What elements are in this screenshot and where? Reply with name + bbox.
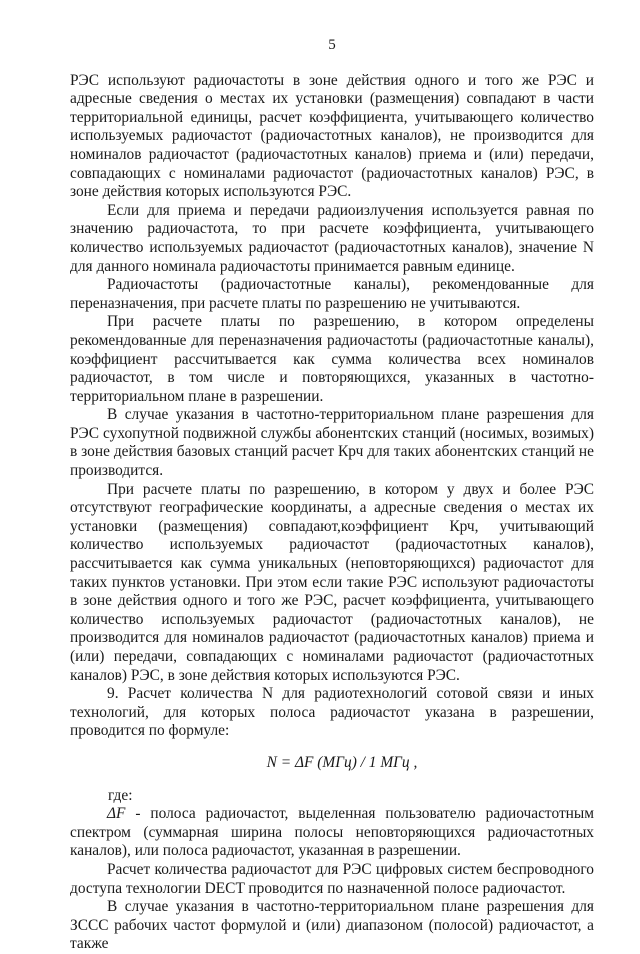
paragraph-equal-frequency: Если для приема и передачи радиоизлучения используется равная по значению радиочастота, то при расчете коэффициента, учитывающего количество используемых радиочастот (радиочастотных каналов), значение N для данного номинала радиочастоты принимается равным единице. [70, 201, 594, 275]
paragraph-subscriber-stations: В случае указания в частотно-территориальном плане разрешения для РЭС сухопутной подвижной службы абонентских станций (носимых, возимых) в зоне действия базовых станций расчет Крч для таких абонентских станций не производится. [70, 406, 594, 480]
paragraph-reassignment: Радиочастоты (радиочастотные каналы), рекомендованные для переназначения, при расчете платы по разрешению не учитываются. [70, 276, 594, 312]
delta-symbol: ΔF [107, 805, 126, 823]
paragraph-no-coordinates: При расчете платы по разрешению, в котором у двух и более РЭС отсутствуют географические координаты, а адресные сведения о местах их установки (размещения) совпадают,коэффициент Крч, учитывающий количество используемых радиочастот (радиочастотных каналов), рассчитывается как сумма уникальных (неповторяющихся) радиочастот для таких пунктов установки. При этом если такие РЭС используют радиочастоты в зоне действия одного и того же РЭС, расчет коэффициента, учитывающего количество используемых радиочастот (радиочастотных каналов), не производится для номиналов радиочастот (радиочастотных каналов) приема и (или) передачи, совпадающих с номиналами радиочастот (радиочастотных каналов) РЭС, в зоне действия которых используются РЭС. [70, 480, 594, 684]
paragraph-zsss: В случае указания в частотно-территориальном плане разрешения для ЗССС рабочих частот формулой и (или) диапазоном (полосой) радиочастот, а также [70, 898, 594, 953]
delta-definition [70, 805, 594, 861]
paragraph-item-9: 9. Расчет количества N для радиотехнологий сотовой связи и иных технологий, для которых полоса радиочастот указана в разрешении, проводится по формуле: [70, 685, 594, 740]
where-label: где: [108, 786, 133, 804]
paragraph-continuation: РЭС используют радиочастоты в зоне действия одного и того же РЭС и адресные сведения о местах их установки (размещения) совпадают в части территориальной единицы, расчет коэффициента, учитывающего количество используемых радиочастот (радиочастотных каналов), не производится для номиналов радиочастот (радиочастотных каналов) приема и (или) передачи, совпадающих с номиналами радиочастот (радиочастотных каналов) РЭС, в зоне действия которых используются РЭС. [70, 71, 594, 201]
delta-definition-text: - полоса радиочастот, выделенная пользователю радиочастотным спектром (суммарная ширина полосы неповторяющихся радиочастотных каналов), или полоса радиочастот, указанная в разрешении. [70, 805, 594, 860]
paragraph-dect: Расчет количества радиочастот для РЭС цифровых систем беспроводного доступа технологии DECT проводится по назначенной полосе радиочастот. [70, 860, 594, 897]
paragraph-reassignment-sum: При расчете платы по разрешению, в котором определены рекомендованные для переназначения радиочастоты (радиочастотные каналы), коэффициент рассчитывается как сумма количества всех номиналов радиочастот, в том числе и повторяющихся, указанных в частотно-территориальном плане в разрешении. [70, 313, 594, 405]
page-number: 5 [328, 37, 336, 53]
formula: N = ΔF (МГц) / 1 МГц , [266, 753, 418, 771]
